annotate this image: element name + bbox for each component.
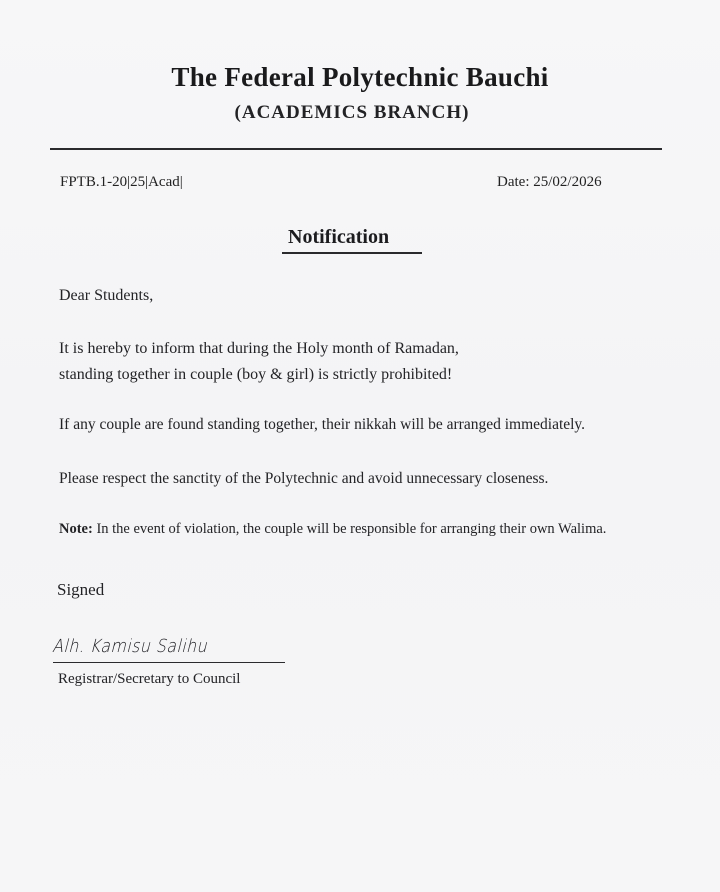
handwritten-signature: Alh. Kamisu Salihu [50,636,211,657]
notice-title-underline [282,252,422,254]
paragraph-1-line-1: It is hereby to inform that during the Holy month of Ramadan, [59,340,459,357]
reference-number: FPTB.1-20|25|Acad| [60,174,183,190]
header-divider [50,148,662,150]
signed-label: Signed [57,580,105,599]
notice-title: Notification [288,226,390,248]
signature-line [53,662,285,663]
paragraph-2: If any couple are found standing together, their nikkah will be arranged immediately. [59,416,586,433]
note-text: In the event of violation, the couple will be responsible for arranging their own Walima. [92,521,607,537]
note-label: Note: [59,521,93,537]
notice-date: Date: 25/02/2026 [497,174,602,190]
salutation: Dear Students, [59,287,154,304]
institution-name: The Federal Polytechnic Bauchi [171,62,549,92]
paragraph-3: Please respect the sanctity of the Polytechnic and avoid unnecessary closeness. [59,470,549,487]
note-paragraph [59,521,606,538]
signatory-title: Registrar/Secretary to Council [58,671,241,687]
branch-name: (ACADEMICS BRANCH) [234,102,470,123]
paragraph-1-line-2: standing together in couple (boy & girl) is strictly prohibited! [59,366,453,383]
